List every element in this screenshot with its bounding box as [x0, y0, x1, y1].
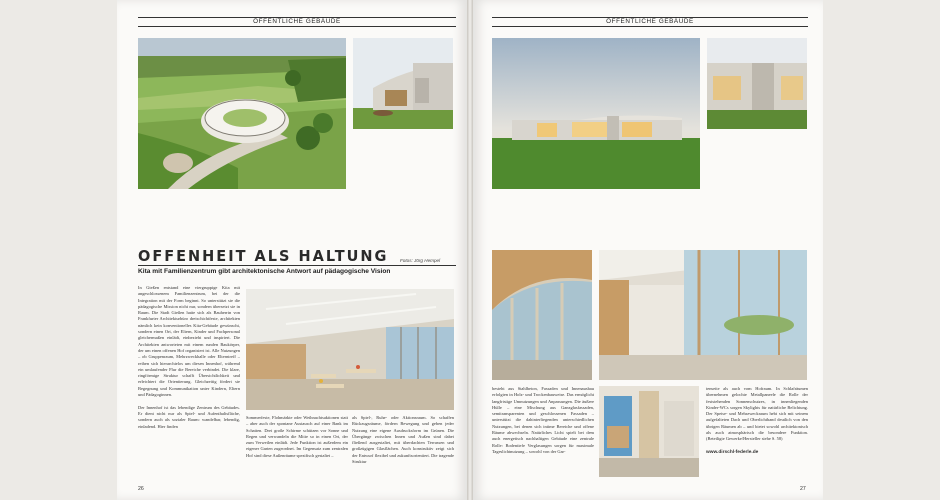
photo-exterior-dusk	[492, 38, 700, 189]
photo-facade-detail	[353, 38, 453, 129]
article-subtitle: Kita mit Familienzentrum gibt architektonische Antwort auf pädagogische Vision	[138, 268, 391, 275]
page-number-right: 27	[800, 486, 806, 492]
column-1-text: In Gießen entstand eine viergruppige Kita mit angeschlossenem Familienzentrum, bei der die Integration mit der Form beginnt. So unterstützt sie die pädagogische Mission nicht nur, sondern übersetzt sie in Raum. Die Stadt Gießen hatte sich als Bauherrin von Frankfurter Architekturbüro dreischichtfeste, architekten nämlich kein konventionelles Kita-Gebäude gewünscht, sondern einen Ort, der Eltern, Kinder und Fachpersonal gleichermaßen einlädt, einbezieht und inspiriert. Die Architekten antworteten mit einem runden Baukörper, der um einen offenen Hof organisiert ist. Alle Nutzungen – ob Gruppenraum, Mehrzweckhalle oder Elterntreff – reihen sich hierarchielos um diesen Innenhof, während ein umlaufender Flur die Bereiche verbindet. Die klare, ringförmige Struktur schafft Übersichtlichkeit und erleichtert die Orientierung. Gleichzeitig fördert sie Begegnung und Kommunikation unter Kindern, Eltern und Pädagoginnen.	[138, 285, 240, 398]
page-number-left: 26	[138, 486, 144, 492]
spine-gutter	[467, 0, 473, 500]
text-column-5	[706, 386, 808, 483]
column-5-text: tenseite als auch vom Hofraum. In Schlafräumen übernehmen gelochte Metallpaneele die Rolle der feststehenden Sonnenschutzes, in innenliegenden Kinder-WCs sorgen Skylights für natürliche Belichtung. Der Speise- und Mehrzweckraum hebt sich mit seinem aufgefalteten Dach und Oberlichtband deutlich von den übrigen Räumen ab – und bietet sowohl architektonisch als auch atmosphärisch die besondere Funktion. (Beteiligte Gewerke/Hersteller siehe S. 58)	[706, 386, 808, 442]
photo-curved-corridor	[492, 250, 592, 380]
text-column-1	[138, 285, 240, 480]
text-column-4: besteht aus Stahlbeton, Fassaden und Innenausbau erfolgten in Holz- und Trockenbauweise. Das ermöglicht langfristige Umnutzungen und Anpassungen. Die äußere Hülle – eine Mischung aus Ganzglasfassaden, semitransparenten und geschlossenen Fassaden – unterstützt die dahinterliegenden unterschiedlichen Nutzungen, bei denen sich intime Bereiche und offene Räume abwechseln. Natürliches Licht spielt bei dem auch energetisch nachhaltigen Gebäude eine zentrale Rolle: Bodentiefe Verglasungen sorgen für maximale Tageslichtnutzung – sowohl von der Gar-	[492, 386, 594, 454]
photo-aerial-view	[138, 38, 346, 189]
photo-cloakroom	[599, 386, 699, 477]
photo-glass-hallway	[599, 250, 807, 380]
text-column-2: Sommerfeste, Flohmärkte oder Weihnachtsaktionen statt – aber auch der spontane Austausch auf einer Bank im Schatten. Drei große Schirme schützen vor Sonne und Regen und verwandeln die Mitte so in einen Ort, der zum Verweilen einlädt. Jede Funktion ist außerdem ein eigener Garten zugeordnet. Im Gegensatz zum zentralen Hof sind diese Außenräume spezifisch gestaltet –	[246, 415, 348, 458]
website-link[interactable]: www.dirschl-federle.de	[706, 449, 759, 455]
title-divider	[138, 265, 456, 266]
column-1-text-b: Der Innenhof ist das lebendige Zentrum des Gebäudes. Er dient nicht nur als Spiel- und Aufenthaltsfläche, sondern auch als sozialer Raum: wandelbar, lebendig, einladend. Hier finden	[138, 404, 240, 429]
section-label-left: ÖFFENTLICHE GEBÄUDE	[253, 18, 341, 25]
text-column-3: als Spiel-, Ruhe- oder Aktionsraum. So schaffen Rückzugsräume, fördern Bewegung und geben jeder Nutzung eine eigene Ausdrucksform im Grünen. Die Übergänge zwischen Innen und Außen sind dabei fließend ausgestaltet, mit überdachten Terrassen und großzügigen Glasflächen. Auch konstruktiv zeigt sich der Entwurf flexibel und zukunftsorientiert. Die tragende Struktur	[352, 415, 454, 465]
article-title: OFFENHEIT ALS HALTUNG	[138, 248, 389, 266]
photo-facade-corner	[707, 38, 807, 129]
photo-credit: Fotos: Jörg Hempel	[400, 258, 441, 263]
photo-dining-hall	[246, 289, 454, 410]
section-label-right: ÖFFENTLICHE GEBÄUDE	[606, 18, 694, 25]
